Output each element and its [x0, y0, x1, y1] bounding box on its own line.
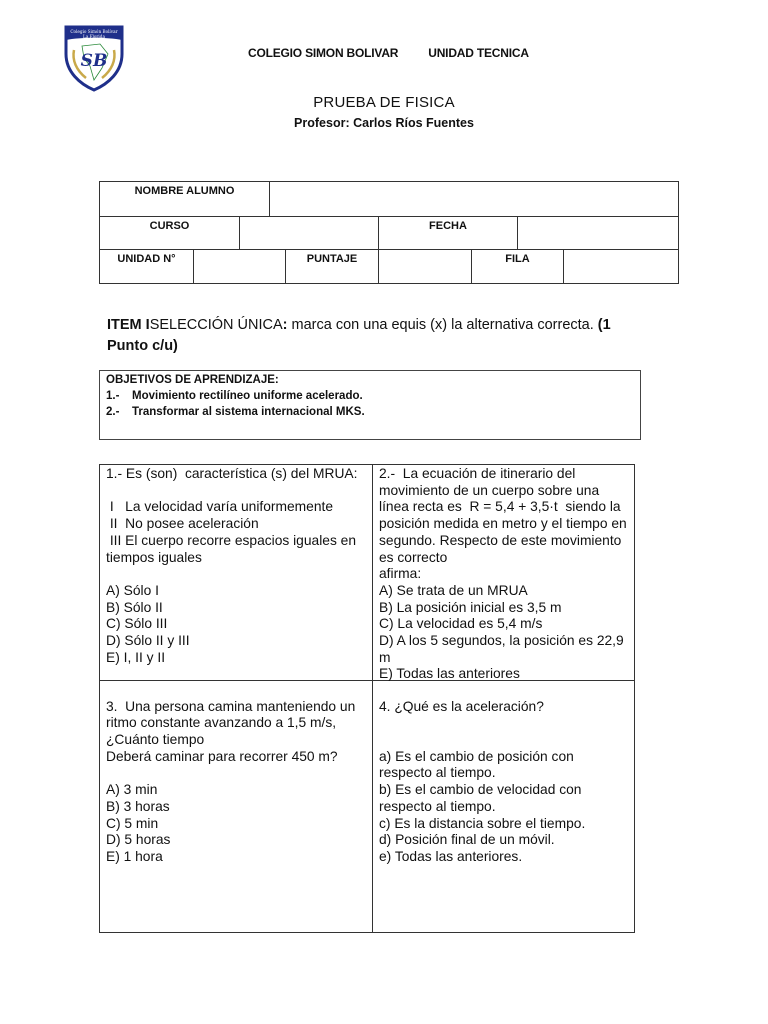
school-name: COLEGIO SIMON BOLIVAR: [248, 46, 399, 60]
option-b[interactable]: b) Es el cambio de velocidad con: [379, 782, 582, 798]
questions-table: [99, 464, 635, 933]
option-e[interactable]: E) 1 hora: [106, 849, 163, 864]
question-3: 3. Una persona camina manteniendo un ritmo constante avanzando a 1,5 m/s, ¿Cuánto tiempo Deberá caminar para recorrer 450 m? A) 3 min B) 3 horas C) 5 min D) 5 horas E) 1 hora: [100, 681, 373, 932]
course-field[interactable]: [239, 217, 378, 249]
svg-text:La Florida: La Florida: [83, 34, 105, 39]
student-name-label: NOMBRE ALUMNO: [134, 185, 235, 197]
course-label: CURSO: [149, 220, 190, 232]
option-b[interactable]: B) Sólo II: [106, 599, 163, 615]
option-d[interactable]: D) A los 5 segundos, la posición es 22,9: [379, 633, 624, 649]
item-instruction: marca con una equis (x) la alternativa correcta.: [287, 317, 598, 333]
option-b[interactable]: B) 3 horas: [106, 798, 170, 814]
student-info-table: [99, 181, 679, 284]
svg-text:Colegio Simón Bolívar: Colegio Simón Bolívar: [70, 29, 118, 34]
score-label: PUNTAJE: [285, 250, 378, 283]
option-a[interactable]: a) Es el cambio de posición con: [379, 748, 574, 764]
unit-field[interactable]: [193, 250, 285, 283]
row-label: FILA: [471, 250, 563, 283]
page-title: PRUEBA DE FISICA: [313, 94, 455, 111]
info-row-name: [100, 182, 678, 216]
school-logo: [60, 24, 128, 92]
item-section: SELECCIÓN ÚNICA: [149, 317, 283, 333]
option-d[interactable]: D) 5 horas: [106, 832, 171, 848]
learning-objectives-box: [99, 370, 641, 440]
option-c[interactable]: C) 5 min: [106, 815, 159, 831]
item-heading: ITEM ISELECCIÓN ÚNICA: marca con una equis (x) la alternativa correcta. (1 Punto c/u): [107, 317, 611, 354]
teacher-name: Profesor: Carlos Ríos Fuentes: [294, 116, 474, 130]
option-a[interactable]: A) Sólo I: [106, 582, 159, 598]
option-c[interactable]: C) La velocidad es 5,4 m/s: [379, 616, 543, 632]
row-field[interactable]: [563, 250, 678, 283]
student-name-field[interactable]: [269, 182, 678, 216]
option-d[interactable]: d) Posición final de un móvil.: [379, 832, 555, 848]
question-4: 4. ¿Qué es la aceleración? a) Es el cambio de posición con respecto al tiempo. b) Es el cambio de velocidad con respecto al tiempo. c) Es la distancia sobre el tiempo. d) Posición final de un móvil. e) Todas las anteriores.: [373, 681, 635, 932]
option-a[interactable]: A) Se trata de un MRUA: [379, 582, 528, 598]
option-c[interactable]: c) Es la distancia sobre el tiempo.: [379, 815, 586, 831]
option-d-cont: m: [379, 649, 391, 665]
option-b[interactable]: B) La posición inicial es 3,5 m: [379, 599, 562, 615]
svg-text:SB: SB: [80, 51, 108, 71]
school-header: [248, 46, 529, 60]
option-e[interactable]: e) Todas las anteriores.: [379, 848, 523, 864]
info-row-course: [100, 216, 678, 249]
date-label: FECHA: [378, 217, 517, 249]
option-e[interactable]: E) Todas las anteriores: [379, 666, 520, 682]
info-row-unit: [100, 249, 678, 283]
question-2: 2.- La ecuación de itinerario del movimiento de un cuerpo sobre una línea recta es R = 5,4 + 3,5·t siendo la posición medida en metro y el tiempo en segundo. Respecto de este movimiento es correcto afirma: A) Se trata de un MRUA B) La posición inicial es 3,5 m C) La velocidad es 5,4 m/s D) A los 5 segundos, la posición es 22,9 m E) Todas las anteriores: [373, 465, 635, 681]
objective-item: 2.- Transformar al sistema internacional MKS.: [106, 406, 365, 418]
question-1: 1.- Es (son) característica (s) del MRUA: I La velocidad varía uniformemente II No posee aceleración III El cuerpo recorre espacios iguales en tiempos iguales A) Sólo I B) Sólo II C) Sólo III D) Sólo II y III E) I, II y II: [100, 465, 373, 681]
option-e[interactable]: E) I, II y II: [106, 649, 166, 665]
option-d[interactable]: D) Sólo II y III: [106, 633, 190, 648]
option-a[interactable]: A) 3 min: [106, 782, 158, 798]
option-c[interactable]: C) Sólo III: [106, 616, 168, 632]
objective-item: 1.- Movimiento rectilíneo uniforme acelerado.: [106, 390, 363, 402]
objectives-title: OBJETIVOS DE APRENDIZAJE:: [106, 374, 279, 386]
unit-label: UNIDAD N°: [117, 253, 176, 265]
unit-name: UNIDAD TECNICA: [428, 46, 529, 60]
score-field[interactable]: [378, 250, 471, 283]
item-points: (1 Punto c/u): [107, 317, 611, 354]
item-number: ITEM I: [107, 317, 150, 333]
school-crest-icon: [60, 24, 128, 92]
date-field[interactable]: [517, 217, 678, 249]
